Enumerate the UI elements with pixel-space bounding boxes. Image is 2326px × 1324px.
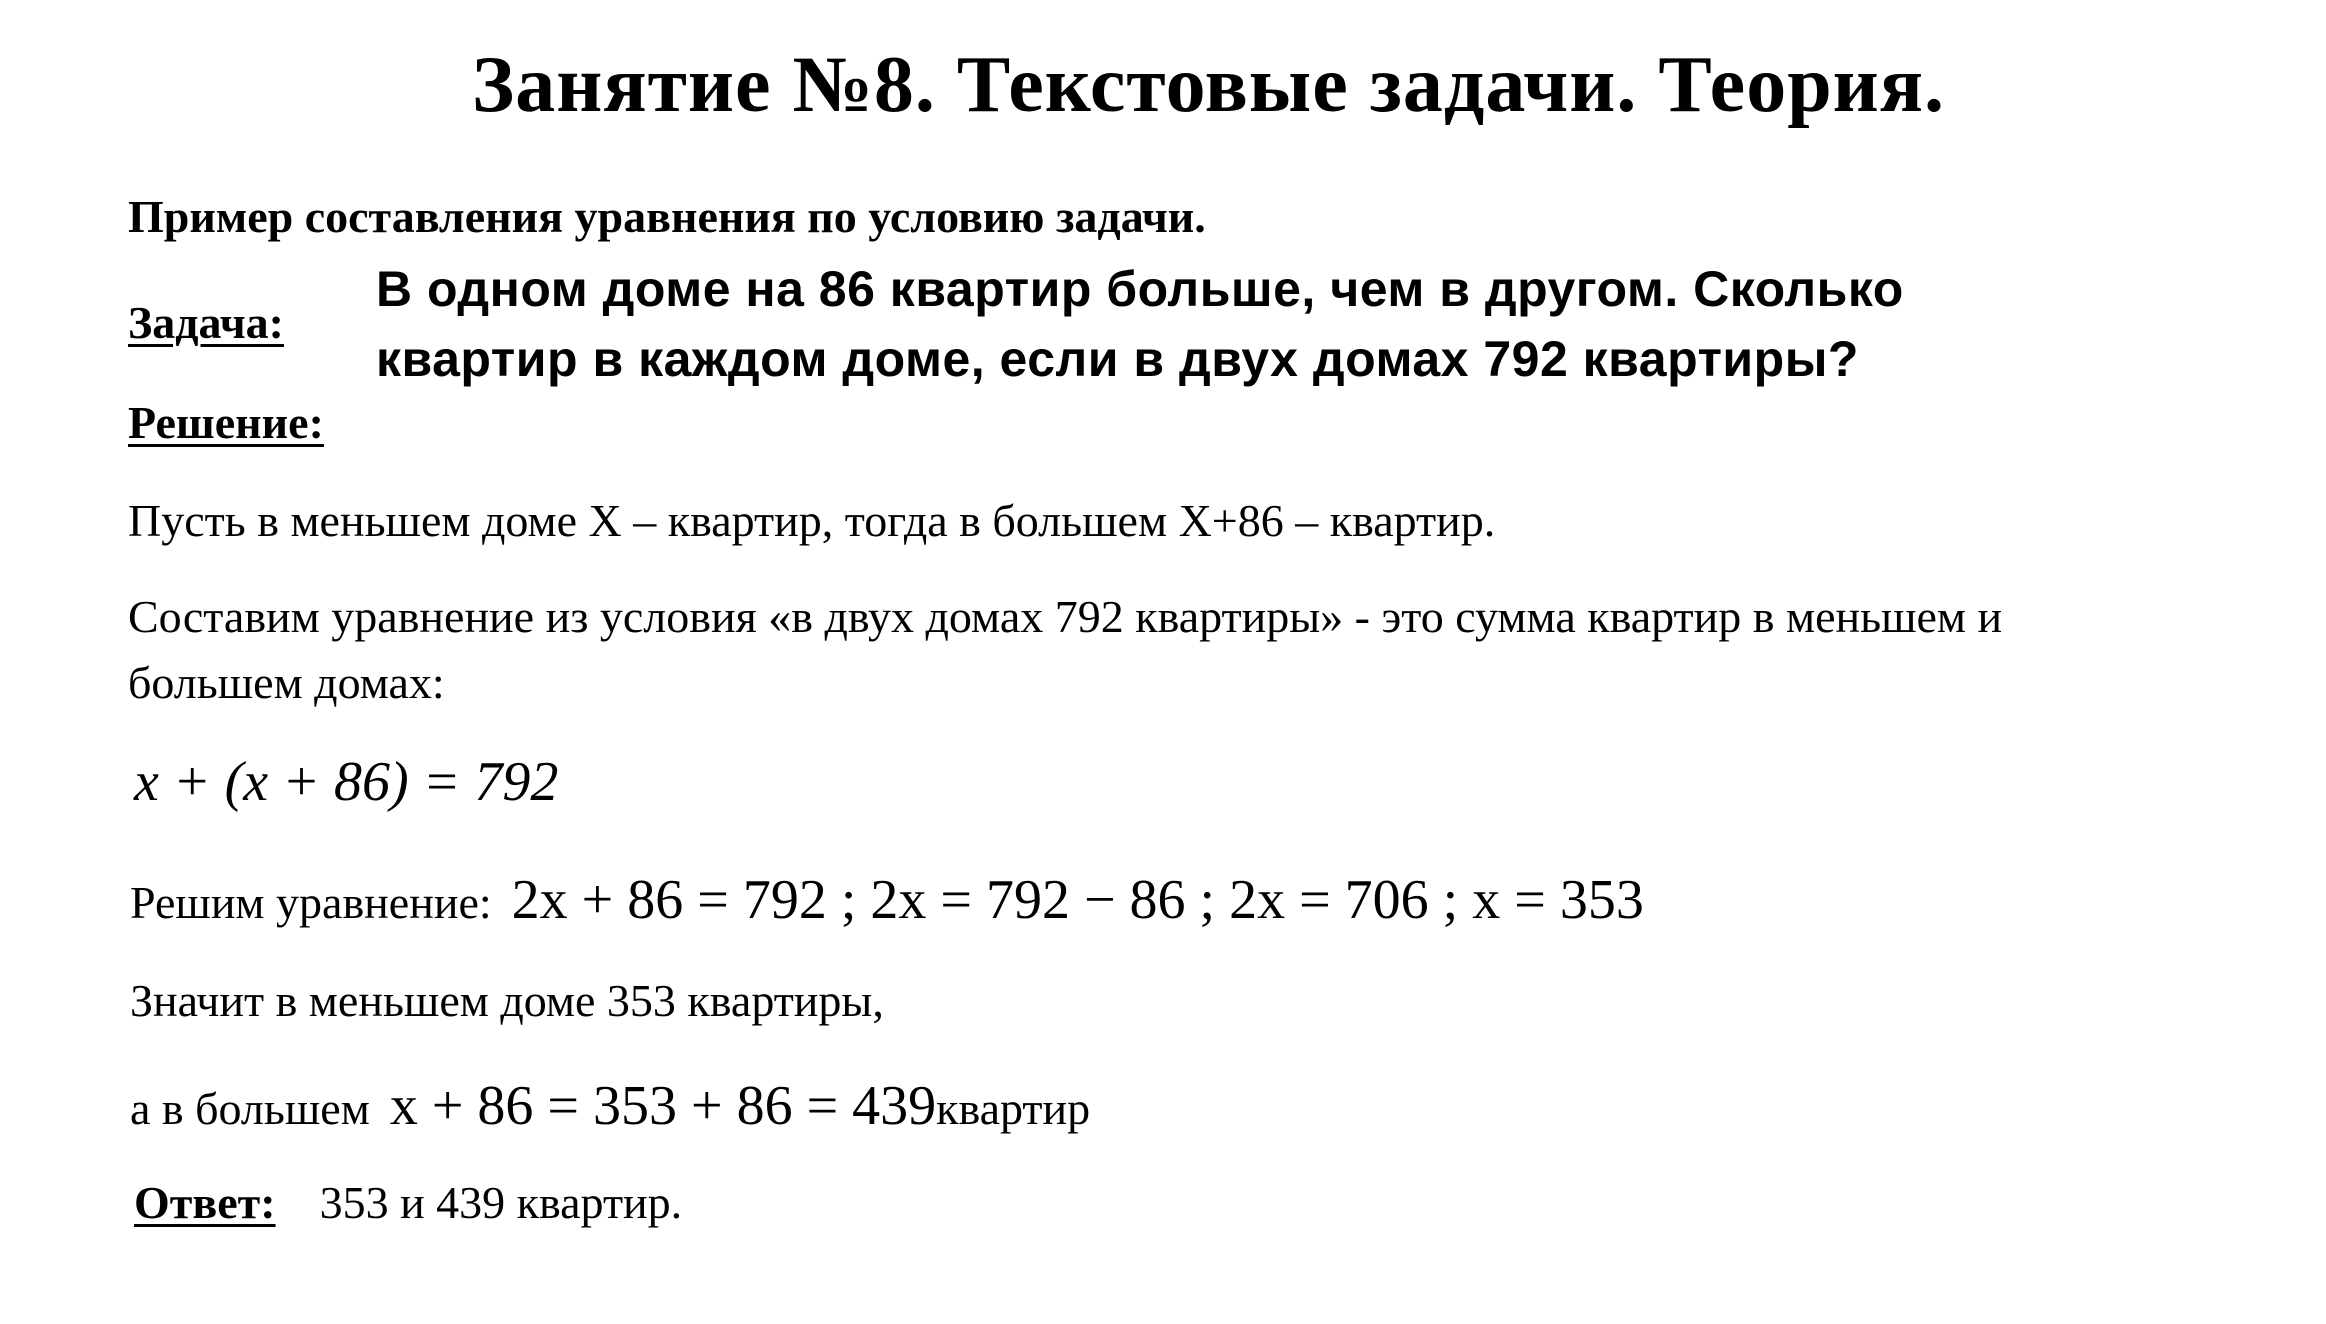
larger-house-expression: x + 86 = 353 + 86 = 439 [389,1075,937,1137]
larger-house-unit: квартир [936,1083,1091,1134]
solve-steps: 2x + 86 = 792 ; 2x = 792 − 86 ; 2x = 706 ; x = 353 [511,869,1644,931]
solution-let-statement: Пусть в меньшем доме Х – квартир, тогда в большем Х+86 – квартир. [128,495,1496,546]
equation: x + (x + 86) = 792 [134,751,559,813]
solution-compose-line-2: большем домах: [128,657,445,708]
answer-row [134,1176,682,1229]
smaller-house-result: Значит в меньшем доме 353 квартиры, [130,975,884,1026]
task-text-line-1: В одном доме на 86 квартир больше, чем в другом. Сколько [376,261,1904,317]
answer-label: Ответ: [134,1177,276,1228]
solution-label: Решение: [128,397,324,448]
example-heading: Пример составления уравнения по условию задачи. [128,191,1206,242]
answer-value: 353 и 439 квартир. [319,1177,683,1228]
larger-house-row [130,1074,1090,1138]
solve-label: Решим уравнение: [130,877,492,928]
task-text-line-2: квартир в каждом доме, если в двух домах 792 квартиры? [376,331,1859,387]
solve-row [130,868,1644,932]
solution-compose-line-1: Составим уравнение из условия «в двух домах 792 квартиры» - это сумма квартир в меньшем и [128,591,2003,642]
larger-house-label: а в большем [130,1083,370,1134]
task-label: Задача: [128,297,284,348]
page-title: Занятие №8. Текстовые задачи. Теория. [472,41,1946,129]
